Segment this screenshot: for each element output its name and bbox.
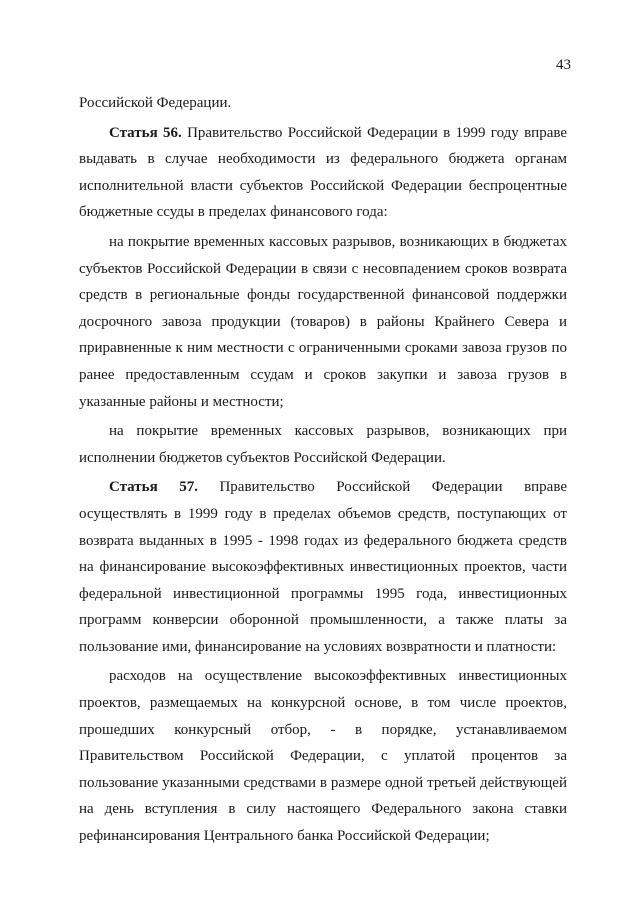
paragraph-text: расходов на осуществление высокоэффективных инвестиционных проектов, размещаемых на конкурсной основе, в том числе проектов, прошедших конкурсный отбор, - в порядке, устанавливаемом Правительством Российской Федерации, с уплатой процентов за пользование указанными средствами в размере одной третьей действующей на день вступления в силу настоящего Федерального закона ставки рефинансирования Центрального банка Российской Федерации; <box>79 668 567 845</box>
paragraph-item <box>79 229 567 415</box>
article-heading: Статья 57. <box>109 479 198 496</box>
paragraph-text: Правительство Российской Федерации вправе осуществлять в 1999 году в пределах объемов средств, поступающих от возврата выданных в 1995 - 1998 годах из федерального бюджета средств на финансирование высокоэффективных инвестиционных проектов, части федеральной инвестиционной программы 1995 года, инвестиционных программ конверсии оборонной промышленности, а также платы за пользование ими, финансирование на условиях возвратности и платности: <box>79 479 567 655</box>
paragraph-text: Правительство Российской Федерации в 1999 году вправе выдавать в случае необходимости из федерального бюджета органам исполнительной власти субъектов Российской Федерации беспроцентные бюджетные ссуды в пределах финансового года: <box>79 124 568 221</box>
page-number: 43 <box>556 57 571 73</box>
paragraph-item <box>79 418 567 471</box>
paragraph-text: на покрытие временных кассовых разрывов, возникающих при исполнении бюджетов субъектов Российской Федерации. <box>79 423 567 466</box>
document-body <box>79 90 567 850</box>
article-57-paragraph <box>79 474 567 660</box>
paragraph-text: на покрытие временных кассовых разрывов, возникающих в бюджетах субъектов Российской Федерации в связи с несовпадением сроков возврата средств в региональные фонды государственной финансовой поддержки досрочного завоза продукции (товаров) в районы Крайнего Севера и приравненные к ним местности с ограниченными сроками завоза грузов по ранее предоставленным ссудам и сроков закупки и завоза грузов в указанные районы и местности; <box>79 233 567 410</box>
paragraph-item <box>79 663 567 849</box>
article-56-paragraph <box>79 120 567 226</box>
paragraph-continuation <box>79 90 567 117</box>
paragraph-text: Российской Федерации. <box>79 95 232 111</box>
article-heading: Статья 56. <box>109 124 182 141</box>
